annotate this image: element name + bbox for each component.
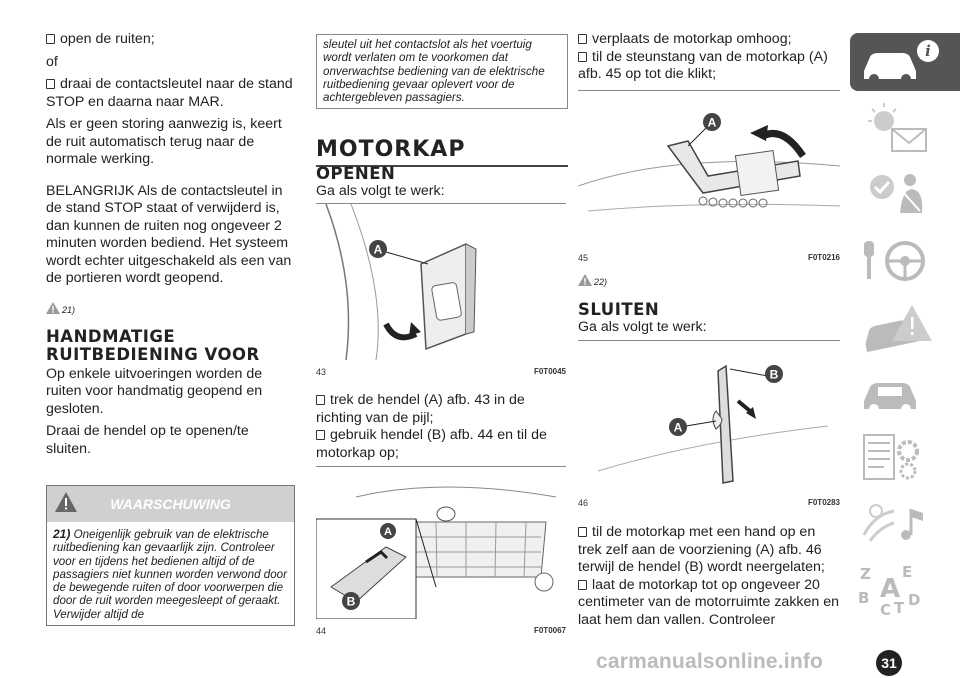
figure-46: [578, 340, 840, 508]
section-heading: SLUITEN: [578, 300, 660, 319]
figure-number: 46: [578, 498, 589, 508]
bullet-text: laat de motorkap tot op ongeveer 20 centimeter van de motorruimte zakken en laat hem dan vallen. Controleer: [578, 576, 840, 628]
callout-a: A: [373, 242, 383, 257]
emergency-icon: [850, 297, 960, 355]
bullet-icon: [316, 395, 325, 405]
bullet-text: til de steunstang van de motorkap (A) afb. 45 op tot die klikt;: [578, 48, 828, 82]
warning-box: [46, 485, 295, 626]
bullet-icon: [46, 79, 55, 89]
warning-triangle-icon: [46, 302, 60, 314]
callout-b: B: [769, 367, 779, 382]
multimedia-icon: [850, 495, 960, 553]
sidebar-tab-multimedia[interactable]: [850, 495, 960, 553]
safety-icon: [850, 165, 960, 223]
figure-code: F0T0216: [807, 253, 840, 262]
warning-header: [47, 486, 294, 522]
sidebar-tab-technical-data[interactable]: [850, 429, 960, 487]
svg-text:i: i: [925, 42, 931, 60]
warning-reference: 22): [594, 277, 608, 287]
sidebar-tab-starting-driving[interactable]: [850, 231, 960, 289]
svg-text:Z: Z: [860, 565, 871, 583]
warning-body: [47, 522, 294, 625]
section-heading: OPENEN: [316, 164, 396, 183]
figure-caption: [578, 498, 840, 508]
chapter-title: MOTORKAP: [316, 137, 466, 162]
bullet-icon: [578, 580, 587, 590]
bullet-text: trek de hendel (A) afb. 43 in de richting van de pijl;: [316, 392, 525, 426]
svg-text:C: C: [880, 601, 892, 619]
figure-code: F0T0283: [807, 498, 840, 507]
paragraph: Op enkele uitvoeringen worden de ruiten voor handmatig geopend en gesloten.: [46, 365, 263, 417]
sidebar-tab-maintenance[interactable]: [850, 363, 960, 421]
paragraph: Draai de hendel op te openen/te sluiten.: [46, 423, 249, 457]
callout-a: A: [673, 420, 683, 435]
bullet-icon: [46, 34, 55, 44]
section-heading: HANDMATIGE RUITBEDIENING VOOR: [46, 326, 260, 364]
figure-43: [316, 203, 566, 377]
text-or: of: [46, 53, 58, 70]
figure-43-illustration: [316, 204, 566, 360]
watermark-text: carmanualsonline.info: [596, 650, 824, 673]
key-steering-icon: [850, 231, 960, 289]
sidebar-tab-index[interactable]: [850, 561, 960, 619]
warning-text: Oneigenlijk gebruik van de elektrische ruitbediening kan gevaarlijk zijn. Controleer voor en tijdens het bedienen altijd of de passagiers niet kunnen worden verwond door de bewegende ruiten of door voorwerpen die door de ruit worden meegesleept of geraakt. Verwijder altijd de: [53, 528, 287, 621]
chapter-sidebar: [850, 33, 960, 627]
figure-number: 44: [316, 626, 327, 636]
callout-a: A: [384, 526, 392, 538]
figure-46-illustration: [578, 341, 840, 491]
bullet-icon: [578, 527, 587, 537]
figure-number: 45: [578, 253, 589, 263]
callout-b: B: [346, 594, 356, 609]
bullet-text: til de motorkap met een hand op en trek zelf aan de voorziening (A) afb. 46 terwijl de hendel (B) wordt neergelaten;: [578, 524, 825, 575]
warning-continuation-box: [316, 34, 568, 109]
figure-code: F0T0067: [533, 626, 566, 635]
svg-text:D: D: [908, 591, 921, 609]
bullet-text: gebruik hendel (B) afb. 44 en til de motorkap op;: [316, 427, 547, 461]
figure-44: [316, 466, 566, 636]
car-maintenance-icon: [850, 363, 960, 421]
bullet-icon: [578, 52, 587, 62]
warning-text-continued: sleutel uit het contactslot als het voertuig wordt verlaten om te voorkomen dat onverwachtse bediening van de elektrische ruitbediening gevaar oplevert voor de achtergebleven passagiers.: [323, 38, 545, 105]
figure-number: 43: [316, 367, 327, 377]
bullet-icon: [316, 430, 325, 440]
sidebar-tab-vehicle-info[interactable]: [850, 33, 960, 91]
figure-45: [578, 90, 840, 263]
warning-triangle-icon: [578, 274, 592, 286]
warning-triangle-icon: [55, 492, 77, 515]
bullet-text: open de ruiten;: [60, 31, 155, 47]
bullet-text: draai de contactsleutel naar de stand STOP en daarna naar MAR.: [46, 76, 293, 110]
svg-text:A: A: [880, 574, 901, 604]
intro-text: Ga als volgt te werk:: [578, 319, 707, 335]
sidebar-tab-dashboard-lights[interactable]: [850, 99, 960, 157]
svg-text:B: B: [858, 589, 870, 607]
dashboard-lights-icon: [850, 99, 960, 157]
figure-caption: [316, 367, 566, 377]
figure-45-illustration: [578, 91, 840, 246]
intro-text: Ga als volgt te werk:: [316, 183, 445, 199]
callout-a: A: [707, 115, 717, 130]
car-info-icon: [850, 33, 960, 91]
svg-text:T: T: [894, 599, 905, 617]
technical-data-icon: [850, 429, 960, 487]
bullet-icon: [578, 34, 587, 44]
warning-reference: 21): [62, 304, 76, 315]
paragraph-important: BELANGRIJK Als de contactsleutel in de stand STOP staat of verwijderd is, dan kunnen de ruiten nog ongeveer 2 minuten worden bediend. Het systeem wordt echter uitgeschakeld als een van de portieren wordt geopend.: [46, 182, 292, 286]
warning-number: 21): [53, 527, 71, 541]
page-number: 31: [876, 650, 902, 676]
sidebar-tab-safety[interactable]: [850, 165, 960, 223]
index-icon: [850, 561, 960, 619]
figure-code: F0T0045: [533, 367, 566, 376]
paragraph: Als er geen storing aanwezig is, keert de ruit automatisch terug naar de normale werking.: [46, 116, 282, 167]
figure-caption: [316, 626, 566, 636]
warning-title: WAARSCHUWING: [110, 496, 231, 512]
chapter-title-block: [316, 137, 568, 167]
figure-44-illustration: [316, 467, 566, 619]
svg-text:E: E: [902, 563, 913, 581]
figure-caption: [578, 253, 840, 263]
bullet-text: verplaats de motorkap omhoog;: [592, 31, 792, 47]
sidebar-tab-emergency[interactable]: [850, 297, 960, 355]
